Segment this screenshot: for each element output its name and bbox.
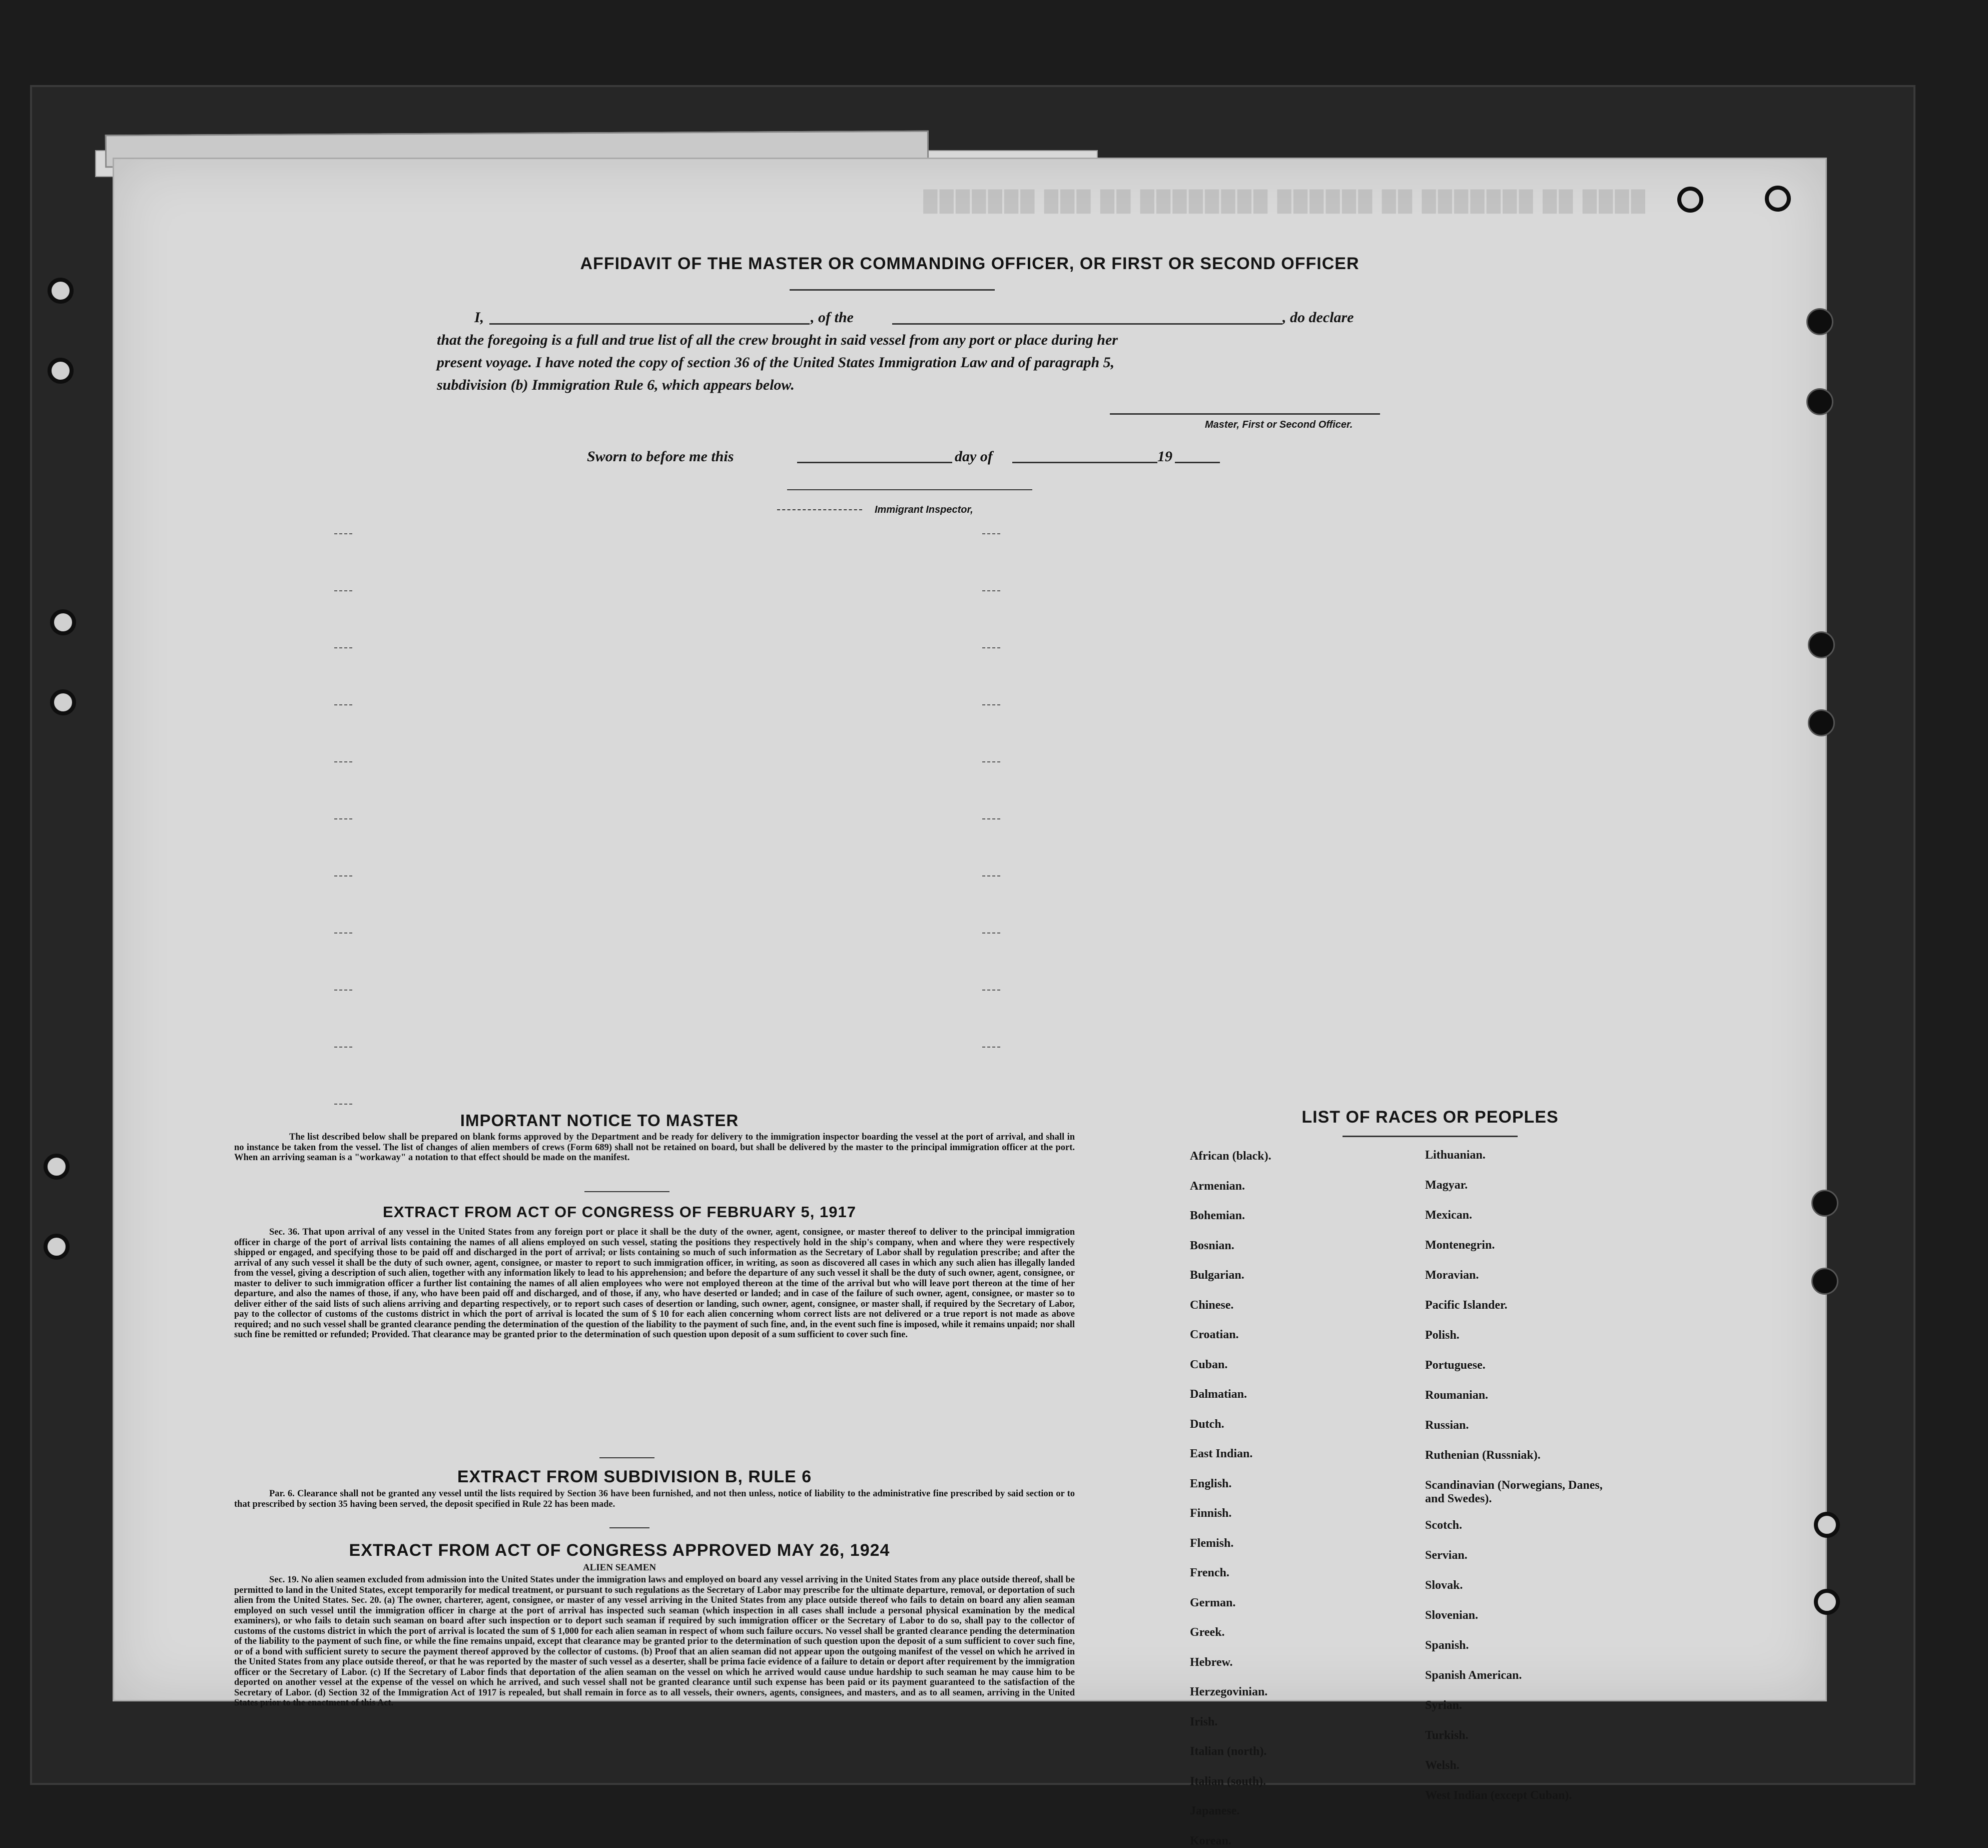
race-item: Russian.: [1425, 1419, 1469, 1432]
race-item: West Indian (except Cuban).: [1425, 1789, 1572, 1802]
races-title: LIST OF RACES OR PEOPLES: [1301, 1108, 1559, 1127]
affidavit-line4: subdivision (b) Immigration Rule 6, which appears below.: [437, 377, 795, 393]
faint-mark: [982, 533, 1000, 534]
race-item: Portuguese.: [1425, 1359, 1486, 1372]
race-item: Bulgarian.: [1190, 1269, 1244, 1282]
master-signature-line: [1110, 413, 1380, 415]
race-item: German.: [1190, 1596, 1236, 1609]
faint-mark: [334, 704, 352, 705]
punch-hole: [1808, 631, 1835, 658]
faint-mark: [334, 647, 352, 648]
manifest-page: [113, 158, 1827, 1847]
race-item: French.: [1190, 1566, 1229, 1579]
extract-1924-title: EXTRACT FROM ACT OF CONGRESS APPROVED MAY 26, 1924: [349, 1541, 890, 1560]
punch-hole: [1765, 186, 1791, 212]
sworn-day-of: day of: [955, 448, 993, 465]
faint-mark: [334, 990, 352, 991]
race-item: Montenegrin.: [1425, 1239, 1495, 1252]
race-item: Dalmatian.: [1190, 1388, 1247, 1401]
race-item: Servian.: [1425, 1549, 1468, 1562]
affidavit-line2: that the foregoing is a full and true list of all the crew brought in said vessel from any port or place during her: [437, 332, 1118, 348]
race-item: Croatian.: [1190, 1328, 1239, 1341]
faint-mark: [334, 533, 352, 534]
inspector-dashed-line: [777, 509, 862, 510]
race-item: Hebrew.: [1190, 1655, 1233, 1669]
race-item: Italian (south).: [1190, 1774, 1266, 1788]
extract-1917-rule: [599, 1457, 654, 1458]
sworn-month-blank: [1012, 462, 1157, 463]
race-item: Armenian.: [1190, 1179, 1245, 1193]
race-item: Cuban.: [1190, 1358, 1228, 1371]
race-item: Spanish American.: [1425, 1669, 1522, 1682]
race-item: Greek.: [1190, 1626, 1225, 1639]
sworn-year: 19: [1157, 448, 1172, 465]
race-item: Slovenian.: [1425, 1609, 1479, 1622]
faint-mark: [982, 647, 1000, 648]
vessel-blank: [892, 323, 1282, 325]
faint-mark: [334, 761, 352, 762]
race-item: Lithuanian.: [1425, 1149, 1486, 1162]
punch-hole: [1806, 308, 1833, 335]
race-item: Chinese.: [1190, 1298, 1234, 1312]
faint-mark: [982, 875, 1000, 876]
notice-body: The list described below shall be prepared on blank forms approved by the Department and be ready for delivery to the immigration inspector boarding the vessel at the port of arrival, and shall in no instance be taken from the vessel. The list of changes of alien members of crews (Form 689) shall not be retained on board, but shall be delivered by the master to the principal immigration officer at the port. When an arriving seaman is a "workaway" a notation to that effect should be made on the manifest.: [234, 1132, 1075, 1163]
race-item: Bosnian.: [1190, 1239, 1234, 1252]
extract-1924-subtitle: ALIEN SEAMEN: [582, 1562, 656, 1573]
race-item: East Indian.: [1190, 1447, 1253, 1460]
faint-mark: [982, 761, 1000, 762]
name-blank: [489, 323, 810, 325]
subdivision-title: EXTRACT FROM SUBDIVISION B, RULE 6: [457, 1467, 812, 1486]
subdivision-body: Par. 6. Clearance shall not be granted any vessel until the lists required by Section 36 have been furnished, and not then unless, notice of liability to the administrative fine prescribed by said section or to that prescribed by section 35 having been served, the deposit specified in Rule 22 has been made.: [234, 1489, 1075, 1509]
faint-mark: [334, 1047, 352, 1048]
sworn-day-blank: [797, 462, 952, 463]
race-item: Roumanian.: [1425, 1389, 1489, 1402]
sworn-year-blank: [1175, 462, 1220, 463]
master-caption: Master, First or Second Officer.: [1205, 419, 1353, 430]
punch-hole: [1811, 1268, 1838, 1295]
race-item: Japanese.: [1190, 1804, 1240, 1817]
punch-hole: [44, 1154, 70, 1180]
affidavit-title-rule: [790, 289, 995, 291]
affidavit-line3: present voyage. I have noted the copy of section 36 of the United States Immigration Law and of paragraph 5,: [437, 354, 1115, 371]
punch-hole: [50, 689, 76, 715]
race-item: African (black).: [1190, 1150, 1271, 1163]
race-item: Polish.: [1425, 1329, 1460, 1342]
race-item: Ruthenian (Russniak).: [1425, 1449, 1541, 1462]
race-item: Flemish.: [1190, 1536, 1234, 1550]
race-item: Turkish.: [1425, 1729, 1469, 1742]
race-item: Korean.: [1190, 1834, 1231, 1847]
punch-hole: [1808, 709, 1835, 736]
punch-hole: [44, 1234, 70, 1260]
race-item: Welsh.: [1425, 1759, 1460, 1772]
faint-mark: [982, 590, 1000, 591]
punch-hole: [1814, 1589, 1840, 1615]
faint-mark: [334, 875, 352, 876]
race-item: Scotch.: [1425, 1519, 1462, 1532]
faint-mark: [982, 1047, 1000, 1048]
race-item: Spanish.: [1425, 1639, 1469, 1652]
faint-mark: [334, 933, 352, 934]
race-item: Pacific Islander.: [1425, 1299, 1508, 1312]
sworn-text: Sworn to before me this: [587, 448, 734, 465]
faint-mark: [334, 818, 352, 819]
race-item: Slovak.: [1425, 1579, 1463, 1592]
punch-hole: [50, 609, 76, 635]
faint-mark: [334, 1104, 352, 1105]
punch-hole: [48, 278, 74, 304]
extract-1924-body: Sec. 19. No alien seamen excluded from admission into the United States under the immigration laws and employed on board any vessel arriving in the United States from any place outside thereof, shall be permitted to land in the United States, except temporarily for medical treatment, or pursuant to such regulations as the Secretary of Labor may prescribe for the ultimate departure, removal, or deportation of such alien from the United States. Sec. 20. (a) The owner, charterer, agent, consignee, or master of any vessel arriving in the United States from any place outside thereof who fails to detain on board any alien seaman employed on such vessel until the immigration officer in charge at the port of arrival has inspected such seaman (which inspection in all cases shall include a personal physical examination by the medical examiners), or who fails to detain such seaman on board after such inspection or to deport such seaman if required by such immigration officer or the Secretary of Labor to do so, shall pay to the collector of customs of the customs district in which the port of arrival is located the sum of $ 1,000 for each alien seaman in respect of whom such failure occurs. No vessel shall be granted clearance pending the determination of the liability to the payment of such fine, or while the fine remains unpaid, except that clearance may be granted prior to the determination of such question upon the deposit of a sum sufficient to cover such fine, or of a bond with sufficient surety to secure the payment thereof approved by the collector of customs. (b) Proof that an alien seaman did not appear upon the outgoing manifest of the vessel on which he arrived in the United States from any place outside thereof, or that he was reported by the master of such vessel as a deserter, shall be prima facie evidence of a failure to detain or deport after requirement by the immigration officer or the Secretary of Labor. (c) If the Secretary of Labor finds that deportation of the alien seaman on the vessel on which he arrived would cause undue hardship to such seaman he may cause him to be deported on another vessel at the expense of the vessel on which he arrived, and such vessel shall not be granted clearance until such expense has been paid or its payment guaranteed to the satisfaction of the Secretary of Labor. (d) Section 32 of the Immigration Act of 1917 is repealed, but shall remain in force as to all vessels, their owners, agents, consignees, and masters, and as to all seamen, arriving in the United States prior to the enactment of this Act.: [234, 1575, 1075, 1708]
punch-hole: [1814, 1512, 1840, 1538]
race-item: Irish.: [1190, 1715, 1218, 1728]
race-item: Mexican.: [1425, 1209, 1472, 1222]
inspector-caption: Immigrant Inspector,: [875, 504, 973, 515]
punch-hole: [48, 358, 74, 384]
punch-hole: [1811, 1190, 1838, 1217]
race-item: Bohemian.: [1190, 1209, 1245, 1222]
race-item: Magyar.: [1425, 1179, 1468, 1192]
affidavit-title: AFFIDAVIT OF THE MASTER OR COMMANDING OFFICER, OR FIRST OR SECOND OFFICER: [580, 254, 1360, 273]
affidavit-line1-declare: , do declare: [1282, 309, 1354, 326]
faint-mark: [982, 704, 1000, 705]
race-item: English.: [1190, 1477, 1232, 1490]
punch-hole: [1677, 187, 1703, 213]
notice-rule: [584, 1191, 670, 1192]
notice-title: IMPORTANT NOTICE TO MASTER: [460, 1111, 739, 1130]
extract-1917-body: Sec. 36. That upon arrival of any vessel in the United States from any foreign port or place it shall be the duty of the owner, agent, consignee, or master thereof to deliver to the principal immigration officer in charge of the port of arrival lists containing the names of all aliens employed on such vessel, stating the positions they respectively hold in the ship's company, when and where they were respectively shipped or engaged, and specifying those to be paid off and discharged in the port of arrival; or lists containing so much of such information as the Secretary of Labor shall by regulation prescribe; and after the arrival of any such vessel it shall be the duty of such owner, agent, consignee, or master to report to such immigration officer, in writing, as soon as discovered all cases in which any such alien has illegally landed from the vessel, giving a description of such alien, together with any information likely to lead to his apprehension; and before the departure of any such vessel it shall be the duty of such owner, agent, consignee, or master to deliver to such immigration officer a further list containing the names of all alien employees who were not employed thereon at the time of the arrival but who will leave port thereon at the time of her departure, and also the names of those, if any, who have been paid off and discharged, and of those, if any, who have deserted or landed; and in case of the failure of such owner, agent, consignee, or master so to deliver either of the said lists of such aliens arriving and departing respectively, or to report such cases of desertion or landing, such owner, agent, consignee, or master shall, if required by the Secretary of Labor, pay to the collector of customs of the customs district in which the port of arrival is located the sum of $ 10 for each alien concerning whom correct lists are not delivered or a true report is not made as above required; and no such vessel shall be granted clearance pending the determination of the question of the liability to the payment of such fine, and, in the event such fine is imposed, while it remains unpaid; nor shall such fine be remitted or refunded; Provided. That clearance may be granted prior to the determination of such question upon deposit of a sum sufficient to cover such fine.: [234, 1227, 1075, 1340]
faint-mark: [334, 590, 352, 591]
bleed-through-text: ████ ██ ███████ ██ ██████ ████████ ██ ███ ███████: [921, 190, 1645, 212]
race-item: Herzegovinian.: [1190, 1685, 1268, 1698]
faint-mark: [982, 990, 1000, 991]
race-item: Italian (north).: [1190, 1745, 1267, 1758]
race-item: Scandinavian (Norwegians, Danes, and Swedes).: [1425, 1479, 1603, 1505]
affidavit-line1-of: , of the: [811, 309, 854, 326]
inspector-signature-line: [787, 489, 1032, 490]
subdivision-rule: [609, 1527, 649, 1528]
extract-1917-title: EXTRACT FROM ACT OF CONGRESS OF FEBRUARY 5, 1917: [383, 1203, 856, 1221]
races-title-rule: [1343, 1136, 1518, 1137]
faint-mark: [982, 818, 1000, 819]
race-item: Moravian.: [1425, 1269, 1479, 1282]
race-item: Dutch.: [1190, 1417, 1224, 1431]
faint-mark: [982, 933, 1000, 934]
race-item: Syrian.: [1425, 1699, 1463, 1712]
race-item: Finnish.: [1190, 1507, 1232, 1520]
punch-hole: [1806, 388, 1833, 415]
affidavit-line1-i: I,: [474, 309, 484, 326]
